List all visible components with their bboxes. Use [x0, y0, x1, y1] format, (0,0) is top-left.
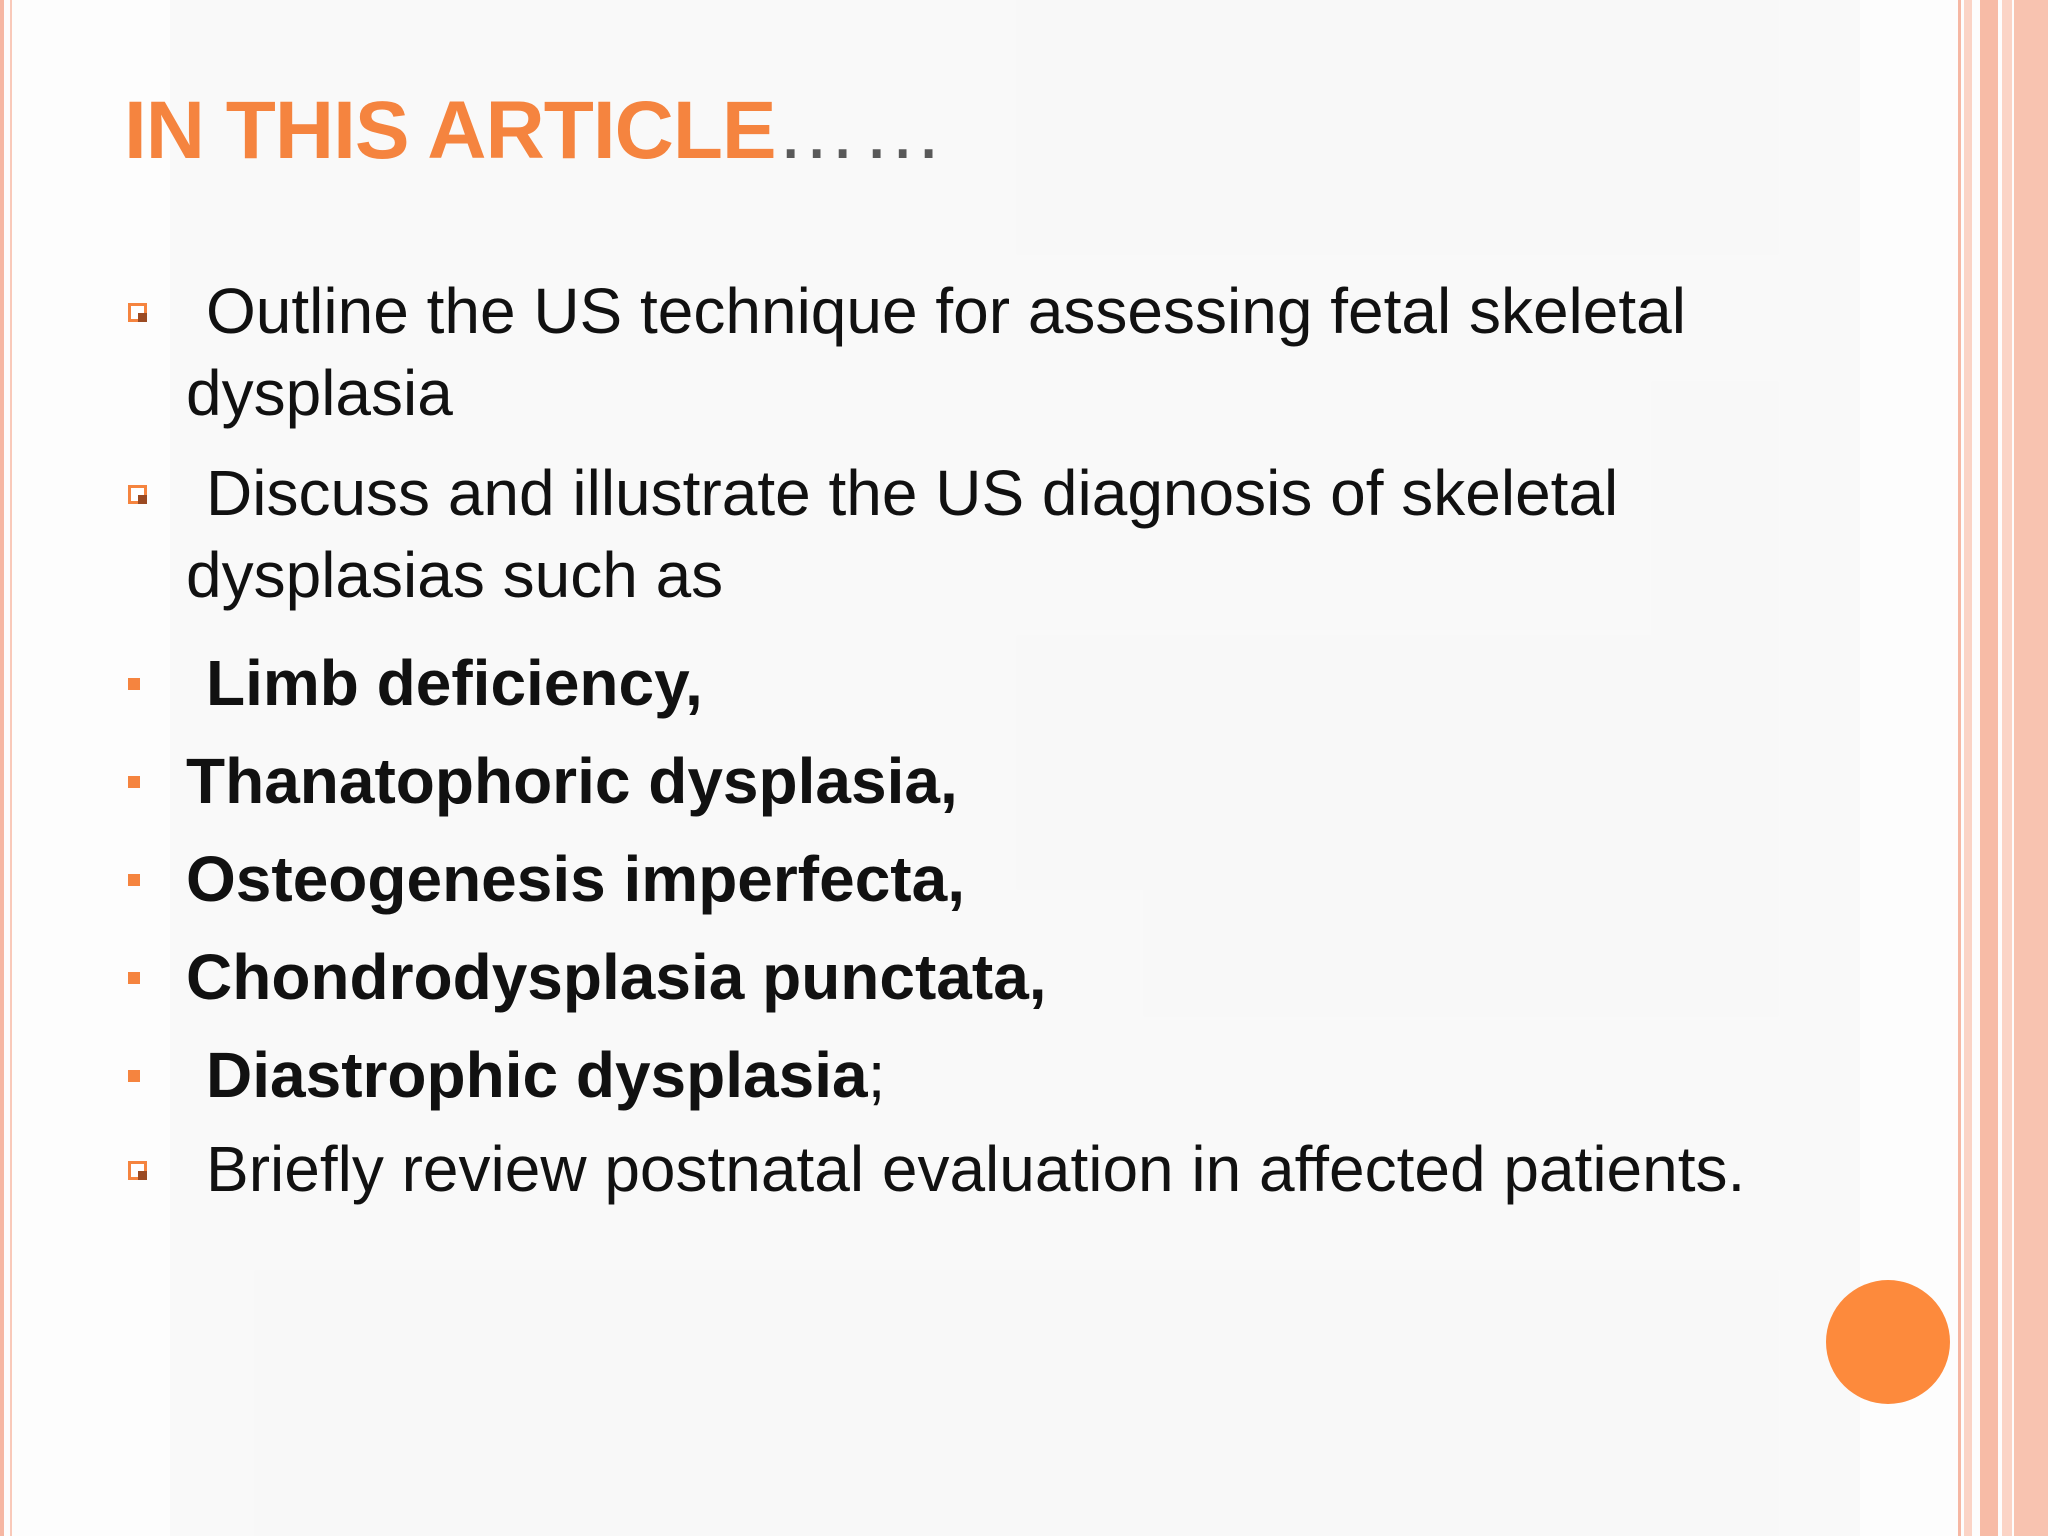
slide-title-text: IN THIS ARTICLE: [124, 85, 776, 176]
square-bullet-icon: [128, 776, 140, 788]
bullet-list: [124, 270, 1904, 1228]
square-bullet-icon: [128, 1070, 140, 1082]
square-bullet-icon: [128, 678, 140, 690]
decorative-circle: [1826, 1280, 1950, 1404]
frame-line-right: [2002, 0, 2012, 1536]
list-item: [124, 452, 1904, 616]
frame-line-right: [1958, 0, 1961, 1536]
frame-line-right: [2014, 0, 2048, 1536]
sub-list-item: [124, 928, 1904, 1026]
sub-list-item-suffix: ;: [867, 1039, 886, 1111]
checkbox-bullet-icon: [128, 303, 147, 322]
frame-line-left: [0, 0, 4, 1536]
square-bullet-icon: [128, 972, 140, 984]
list-item-text: Discuss and illustrate the US diagnosis of skeletal dysplasias such as: [186, 457, 1619, 611]
frame-line-left-inner: [10, 0, 12, 1536]
sub-list-item-text: Thanatophoric dysplasia,: [186, 745, 958, 817]
sub-list-item: [124, 732, 1904, 830]
checkbox-bullet-icon: [128, 485, 147, 504]
list-item-text: Outline the US technique for assessing fetal skeletal dysplasia: [186, 275, 1686, 429]
sub-list-item-text: Chondrodysplasia punctata,: [186, 941, 1047, 1013]
sub-list-item-text: Limb deficiency,: [206, 647, 703, 719]
list-item-text: Briefly review postnatal evaluation in affected patients.: [206, 1133, 1746, 1205]
list-item: [124, 1128, 1904, 1210]
sub-list-item: [124, 634, 1904, 732]
square-bullet-icon: [128, 874, 140, 886]
sub-list-item: [124, 830, 1904, 928]
checkbox-bullet-icon: [128, 1161, 147, 1180]
sub-list-item-text: Osteogenesis imperfecta,: [186, 843, 965, 915]
sub-list-item-text: Diastrophic dysplasia: [206, 1039, 868, 1111]
frame-line-right: [1980, 0, 1998, 1536]
list-item: [124, 270, 1904, 434]
sub-list-item: [124, 1026, 1904, 1124]
frame-line-right: [1964, 0, 1972, 1536]
slide-title-ellipsis: ……: [775, 85, 948, 176]
slide-title: [124, 84, 948, 178]
